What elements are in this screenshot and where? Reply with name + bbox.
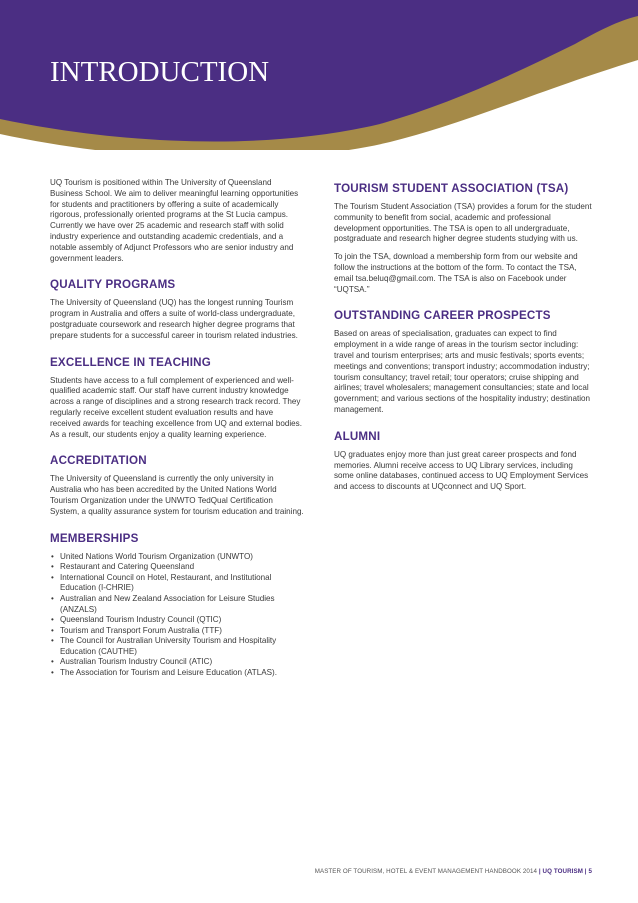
accreditation-heading: ACCREDITATION (50, 454, 147, 468)
list-item: • Tourism and Transport Forum Australia (TTF) (51, 625, 222, 635)
list-item: • United Nations World Tourism Organization (UNWTO) (51, 551, 253, 561)
bullet-icon: • (51, 636, 54, 646)
list-item: • The Association for Tourism and Leisure Education (ATLAS). (51, 668, 277, 678)
bullet-icon: • (51, 668, 54, 678)
tsa-heading: TOURISM STUDENT ASSOCIATION (TSA) (334, 182, 569, 195)
alumni-heading: ALUMNI (334, 429, 381, 443)
alumni-text: UQ graduates enjoy more than just great career prospects and fond memories. Alumni receive access to UQ Library services, including some online databases, continued access to UQ Employment Services and access to discounts at UQconnect and UQ Sport. (334, 449, 589, 492)
quality-programs-text: The University of Queensland (UQ) has the longest running Tourism program in Australia and offers a suite of world-class undergraduate, postgraduate coursework and research higher degree programs that prepare students for a successful career in tourism related industries. (50, 298, 298, 340)
page-footer (315, 868, 592, 875)
page-number: 5 (588, 868, 592, 875)
bullet-icon: • (51, 572, 54, 582)
quality-programs-heading: QUALITY PROGRAMS (50, 278, 176, 292)
bullet-icon: • (51, 657, 54, 667)
tsa-text: The Tourism Student Association (TSA) provides a forum for the student community to benefit from social, academic and professional development opportunities. The TSA is open to all undergraduate, postgraduate and research higher degree students studying with us. (334, 202, 592, 244)
footer-brand: UQ TOURISM (542, 868, 583, 875)
list-item: • Restaurant and Catering Queensland (51, 562, 195, 572)
bullet-icon: • (51, 625, 54, 635)
footer-text: MASTER OF TOURISM, HOTEL & EVENT MANAGEMENT HANDBOOK 2014 (314, 868, 538, 875)
list-item: • International Council on Hotel, Restaurant, and Institutional Education (I-CHRIE) (51, 572, 272, 593)
bullet-icon: • (51, 593, 54, 603)
bullet-icon: • (51, 551, 54, 561)
career-text: Based on areas of specialisation, graduates can expect to find employment in a wide range of areas in the tourism sector including: travel and tourism enterprises; arts and music festivals; sports events; meetings and conventions; transport industry; accommodation industry; tourism consultancy; travel retail; tour operators; cruise shipping and airlines; travel wholesalers; management consultancies; state and local government; and various sections of the hospitality industry; destination management. (334, 329, 590, 414)
bullet-icon: • (51, 615, 54, 625)
list-item: • The Council for Australian University Tourism and Hospitality Education (CAUTHE) (51, 636, 277, 656)
career-heading: OUTSTANDING CAREER PROSPECTS (334, 309, 551, 323)
memberships-list (50, 552, 304, 679)
page-title: INTRODUCTION (50, 56, 270, 88)
accreditation-text: The University of Queensland is currently the only university in Australia who has been accredited by the United Nations World Tourism Organization under the UNWTO TedQual Certification System, a quality assurance system for tourism education and training. (50, 474, 304, 516)
teaching-text: Students have access to a full complement of experienced and well-qualified academic staff. Our staff have current industry knowledge across a range of disciplines and a strong research track record. They regularly receive excellent student evaluation results and have received awards for teaching excellence from UQ and external bodies. As a result, our students enjoy a quality learning experience. (50, 375, 302, 439)
left-column (50, 178, 304, 679)
list-item: • Australian Tourism Industry Council (ATIC) (51, 657, 213, 667)
footer-separator: | (538, 868, 541, 875)
teaching-heading: EXCELLENCE IN TEACHING (50, 355, 211, 369)
list-item: • Australian and New Zealand Association for Leisure Studies (ANZALS) (51, 593, 275, 614)
intro-paragraph: UQ Tourism is positioned within The University of Queensland Business School. We aim to deliver meaningful learning opportunities for students and practitioners by offering a suite of academically rigorous, professionally oriented programs at the St Lucia campus. Currently we have over 25 academic and research staff with solid industry experience and outstanding academic credentials, and a notable assembly of Adjunct Professors who are senior industry and government leaders. (50, 178, 299, 263)
bullet-icon: • (51, 562, 54, 572)
footer-separator: | (584, 868, 587, 875)
memberships-heading: MEMBERSHIPS (50, 531, 139, 545)
tsa-join-text: To join the TSA, download a membership form from our website and follow the instructions at the bottom of the form. To contact the TSA, email tsa.beluq@gmail.com. The TSA is also on Facebook under “UQTSA.” (334, 252, 578, 294)
list-item: • Queensland Tourism Industry Council (QTIC) (51, 615, 222, 625)
right-column (334, 182, 592, 500)
